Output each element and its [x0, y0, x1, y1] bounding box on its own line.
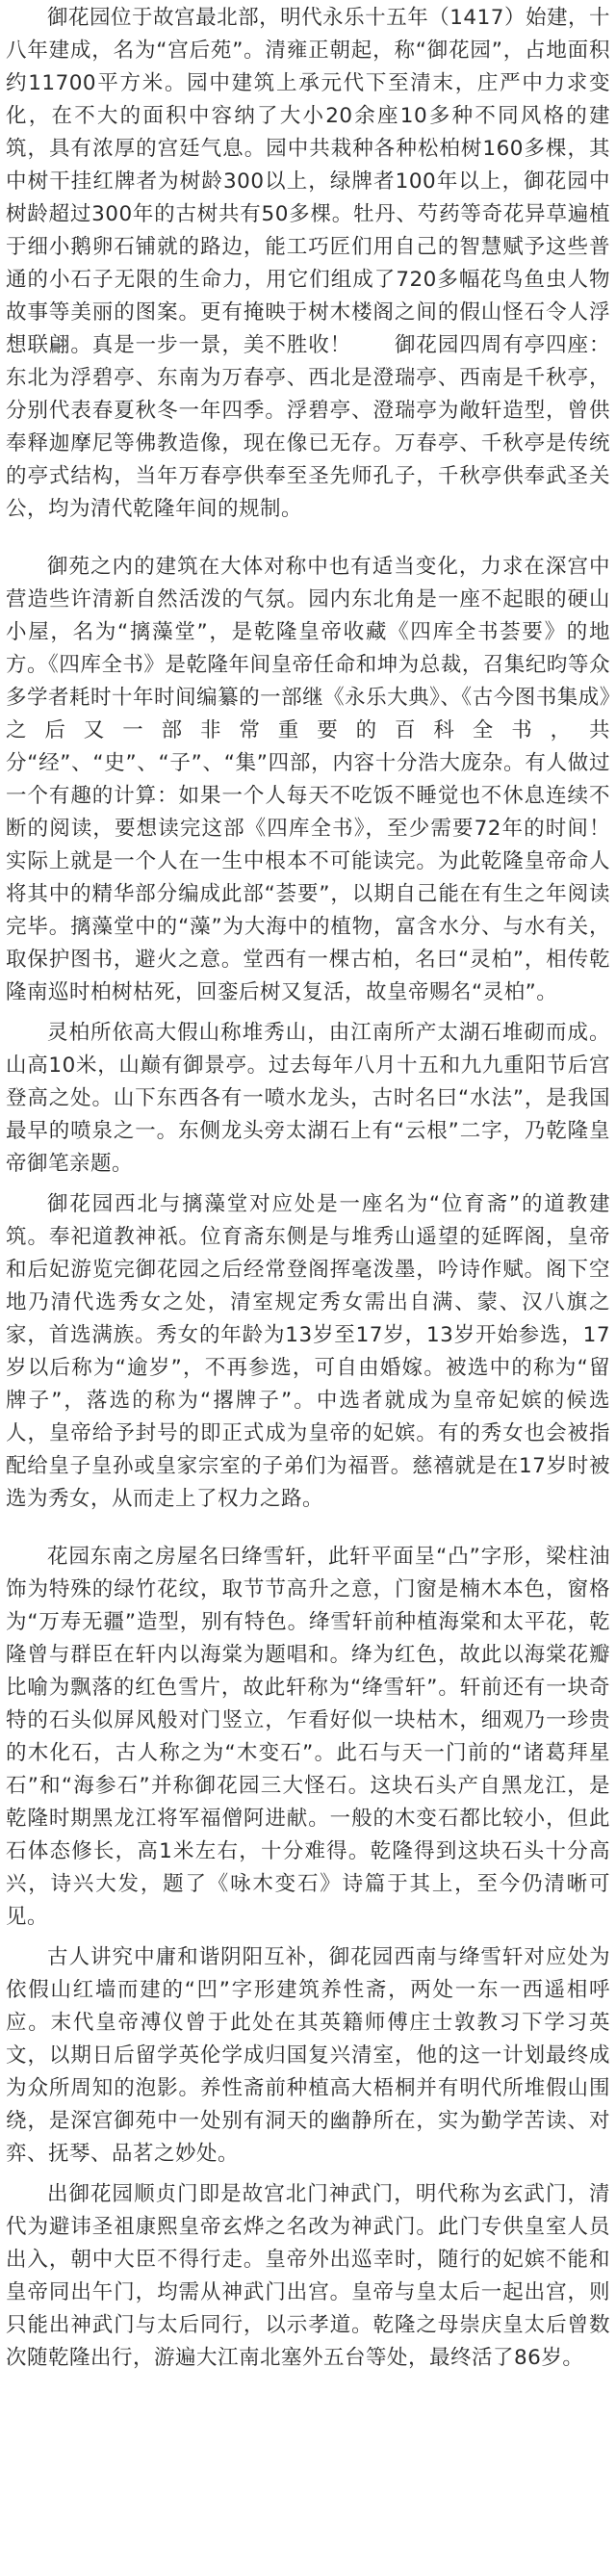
paragraph-duixiushan: 灵柏所依高大假山称堆秀山，由江南所产太湖石堆砌而成。山高10米，山巅有御景亭。过去每年八月十五和九九重阳节后宫登高之处。山下东西各有一喷水龙头，古时名曰“水法”，是我国最早的喷泉之一。东侧龙头旁太湖石上有“云根”二字，乃乾隆皇帝御笔亲题。 — [6, 1021, 610, 1176]
paragraph-chizaotang: 御苑之内的建筑在大体对称中也有适当变化，力求在深宫中营造些许清新自然活泼的气氛。园内东北角是一座不起眼的硬山小屋，名为“摛藻堂”，是乾隆皇帝收藏《四库全书荟要》的地方。《四库全书》是乾隆年间皇帝任命和坤为总裁，召集纪昀等众多学者耗时十年时间编纂的一部继《永乐大典》、《古今图书集成》之后又一部非常重要的百科全书，共分“经”、“史”、“子”、“集”四部，内容十分浩大庞杂。有人做过一个有趣的计算：如果一个人每天不吃饭不睡觉也不休息连续不断的阅读，要想读完这部《四库全书》，至少需要72年的时间！实际上就是一个人在一生中根本不可能读完。为此乾隆皇帝命人将其中的精华部分编成此部“荟要”，以期自己能在有生之年阅读完毕。摛藻堂中的“藻”为大海中的植物，富含水分、与水有关，取保护图书，避火之意。堂西有一棵古柏，名曰“灵柏”，相传乾隆南巡时柏树枯死，回銮后树又复活，故皇帝赐名“灵柏”。 — [6, 555, 610, 1004]
paragraph-weiyuzhai: 御花园西北与摛藻堂对应处是一座名为“位育斋”的道教建筑。奉祀道教神祇。位育斋东侧是与堆秀山遥望的延晖阁，皇帝和后妃游览完御花园之后经常登阁挥毫泼墨，吟诗作赋。阁下空地乃清代选秀女之处，清室规定秀女需出自满、蒙、汉八旗之家，首选满族。秀女的年龄为13岁至17岁，13岁开始参选，17岁以后称为“逾岁”，不再参选，可自由婚嫁。被选中的称为“留牌子”，落选的称为“撂牌子”。中选者就成为皇帝妃嫔的候选人，皇帝给予封号的即正式成为皇帝的妃嫔。有的秀女也会被指配给皇子皇孙或皇家宗室的子弟们为福晋。慈禧就是在17岁时被选为秀女，从而走上了权力之路。 — [6, 1192, 610, 1511]
paragraph-jiangxuexuan: 花园东南之房屋名曰绛雪轩，此轩平面呈“凸”字形，梁柱油饰为特殊的绿竹花纹，取节节高升之意，门窗是楠木本色，窗格为“万寿无疆”造型，别有特色。绛雪轩前种植海棠和太平花，乾隆曾与群臣在轩内以海棠为题唱和。绛为红色，故此以海棠花瓣比喻为飘落的红色雪片，故此轩称为“绛雪轩”。轩前还有一块奇特的石头似屏风般对门竖立，乍看好似一块枯木，细观乃一珍贵的木化石，古人称之为“木变石”。此石与天一门前的“诸葛拜星石”和“海参石”并称御花园三大怪石。这块石头产自黑龙江，是乾隆时期黑龙江将军福僧阿进献。一般的木变石都比较小，但此石体态修长，高1米左右，十分难得。乾隆得到这块石头十分高兴，诗兴大发，题了《咏木变石》诗篇于其上，至今仍清晰可见。 — [6, 1545, 610, 1929]
paragraph-yuhuayuan-overview: 御花园位于故宫最北部，明代永乐十五年（1417）始建，十八年建成，名为“宫后苑”。清雍正朝起，称“御花园”，占地面积约11700平方米。园中建筑上承元代下至清末，庄严中力求变化，在不大的面积中容纳了大小20余座10多种不同风格的建筑，具有浓厚的宫廷气息。园中共栽种各种松柏树160多棵，其中树干挂红牌者为树龄300以上，绿牌者100年以上，御花园中树龄超过300年的古树共有50多棵。牡丹、芍药等奇花异草遍植于细小鹅卵石铺就的路边，能工巧匠们用自己的智慧赋予这些普通的小石子无限的生命力，用它们组成了720多幅花鸟鱼虫人物故事等美丽的图案。更有掩映于树木楼阁之间的假山怪石令人浮想联翩。真是一步一景，美不胜收！ 御花园四周有亭四座：东北为浮碧亭、东南为万春亭、西北是澄瑞亭、西南是千秋亭，分别代表春夏秋冬一年四季。浮碧亭、澄瑞亭为敞轩造型，曾供奉释迦摩尼等佛教造像，现在像已无存。万春亭、千秋亭是传统的亭式结构，当年万春亭供奉至圣先师孔子，千秋亭供奉武圣关公，均为清代乾隆年间的规制。 — [6, 6, 610, 521]
paragraph-yangxingzhai: 古人讲究中庸和谐阴阳互补，御花园西南与绛雪轩对应处为依假山红墙而建的“凹”字形建筑养性斋，两处一东一西遥相呼应。末代皇帝溥仪曾于此处在其英籍师傅庄士敦教习下学习英文，以期日后留学英伦学成归国复兴清室，他的这一计划最终成为众所周知的泡影。养性斋前种植高大梧桐并有明代所堆假山围绕，是深宫御苑中一处别有洞天的幽静所在，实为勤学苦读、对弈、抚琴、品茗之妙处。 — [6, 1945, 610, 2166]
paragraph-shenwumen: 出御花园顺贞门即是故宫北门神武门，明代称为玄武门，清代为避讳圣祖康熙皇帝玄烨之名改为神武门。此门专供皇室人员出入，朝中大臣不得行走。皇帝外出巡幸时，随行的妃嫔不能和皇帝同出午门，均需从神武门出宫。皇帝与皇太后一起出宫，则只能出神武门与太后同行，以示孝道。乾隆之母崇庆皇太后曾数次随乾隆出行，游遍大江南北塞外五台等处，最终活了86岁。 — [6, 2182, 610, 2370]
